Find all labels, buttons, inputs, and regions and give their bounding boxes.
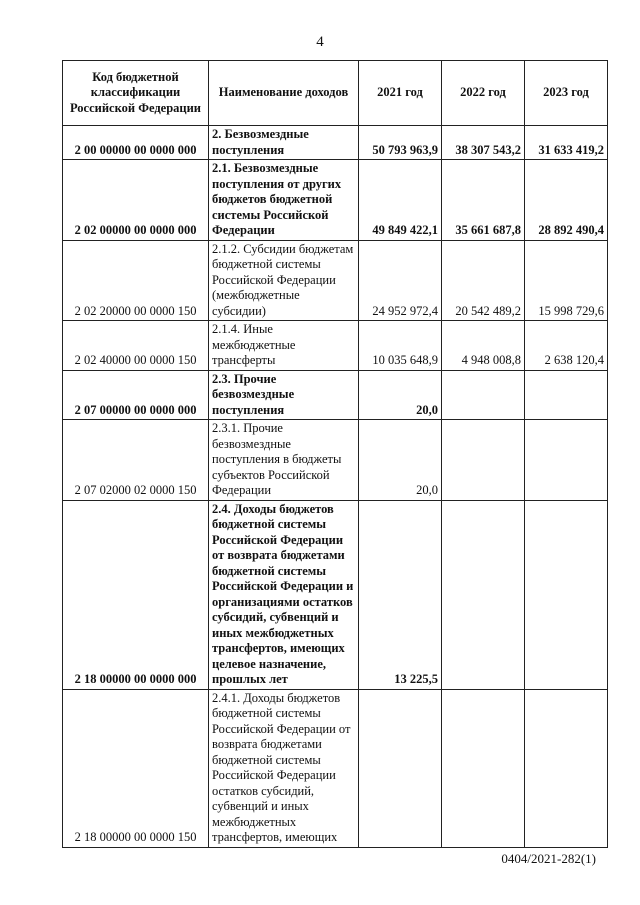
row-name: 2.1.4. Иные межбюджетные трансферты — [209, 321, 359, 371]
row-2023: 2 638 120,4 — [525, 321, 608, 371]
row-2023 — [525, 370, 608, 420]
row-2021: 49 849 422,1 — [359, 160, 442, 241]
table-header-row — [63, 61, 608, 126]
header-2022: 2022 год — [442, 61, 525, 126]
row-2023 — [525, 689, 608, 847]
row-name: 2.1.2. Субсидии бюджетам бюджетной системы Российской Федерации (межбюджетные субсидии) — [209, 240, 359, 321]
row-2023: 28 892 490,4 — [525, 160, 608, 241]
row-2023: 31 633 419,2 — [525, 126, 608, 160]
row-2021 — [359, 689, 442, 847]
header-2021: 2021 год — [359, 61, 442, 126]
table-row — [63, 370, 608, 420]
table-row — [63, 321, 608, 371]
row-2021: 20,0 — [359, 420, 442, 501]
row-2022: 20 542 489,2 — [442, 240, 525, 321]
row-2023 — [525, 500, 608, 689]
row-2021: 13 225,5 — [359, 500, 442, 689]
row-code: 2 07 02000 02 0000 150 — [63, 420, 209, 501]
row-2021: 24 952 972,4 — [359, 240, 442, 321]
row-name: 2.3.1. Прочие безвозмездные поступления в бюджеты субъектов Российской Федерации — [209, 420, 359, 501]
row-2022: 38 307 543,2 — [442, 126, 525, 160]
row-code: 2 18 00000 00 0000 000 — [63, 500, 209, 689]
row-2022 — [442, 370, 525, 420]
row-name: 2.3. Прочие безвозмездные поступления — [209, 370, 359, 420]
document-number: 0404/2021-282(1) — [501, 851, 596, 866]
row-2022 — [442, 500, 525, 689]
row-2022: 4 948 008,8 — [442, 321, 525, 371]
row-2023 — [525, 420, 608, 501]
row-code: 2 02 00000 00 0000 000 — [63, 160, 209, 241]
page-number: 4 — [316, 34, 324, 50]
row-2023: 15 998 729,6 — [525, 240, 608, 321]
row-code: 2 18 00000 00 0000 150 — [63, 689, 209, 847]
row-2021: 10 035 648,9 — [359, 321, 442, 371]
table-row — [63, 160, 608, 241]
table-row — [63, 500, 608, 689]
row-name: 2.4.1. Доходы бюджетов бюджетной системы Российской Федерации от возврата бюджетами бюджетной системы Российской Федерации остатков субсидий, субвенций и иных межбюджетных трансфертов, имеющих — [209, 689, 359, 847]
row-2022 — [442, 689, 525, 847]
row-name: 2.1. Безвозмездные поступления от других бюджетов бюджетной системы Российской Федерации — [209, 160, 359, 241]
row-2022 — [442, 420, 525, 501]
header-code: Код бюджетной классификации Российской Федерации — [63, 61, 209, 126]
row-name: 2. Безвозмездные поступления — [209, 126, 359, 160]
row-code: 2 07 00000 00 0000 000 — [63, 370, 209, 420]
row-code: 2 02 40000 00 0000 150 — [63, 321, 209, 371]
row-2021: 50 793 963,9 — [359, 126, 442, 160]
table-row — [63, 689, 608, 847]
row-2021: 20,0 — [359, 370, 442, 420]
revenue-table — [62, 60, 608, 848]
header-name: Наименование доходов — [209, 61, 359, 126]
row-2022: 35 661 687,8 — [442, 160, 525, 241]
header-2023: 2023 год — [525, 61, 608, 126]
table-row — [63, 240, 608, 321]
row-code: 2 00 00000 00 0000 000 — [63, 126, 209, 160]
table-row — [63, 420, 608, 501]
table-row — [63, 126, 608, 160]
row-name: 2.4. Доходы бюджетов бюджетной системы Российской Федерации от возврата бюджетами бюджетной системы Российской Федерации и организациями остатков субсидий, субвенций и иных межбюджетных трансфертов, имеющих целевое назначение, прошлых лет — [209, 500, 359, 689]
row-code: 2 02 20000 00 0000 150 — [63, 240, 209, 321]
